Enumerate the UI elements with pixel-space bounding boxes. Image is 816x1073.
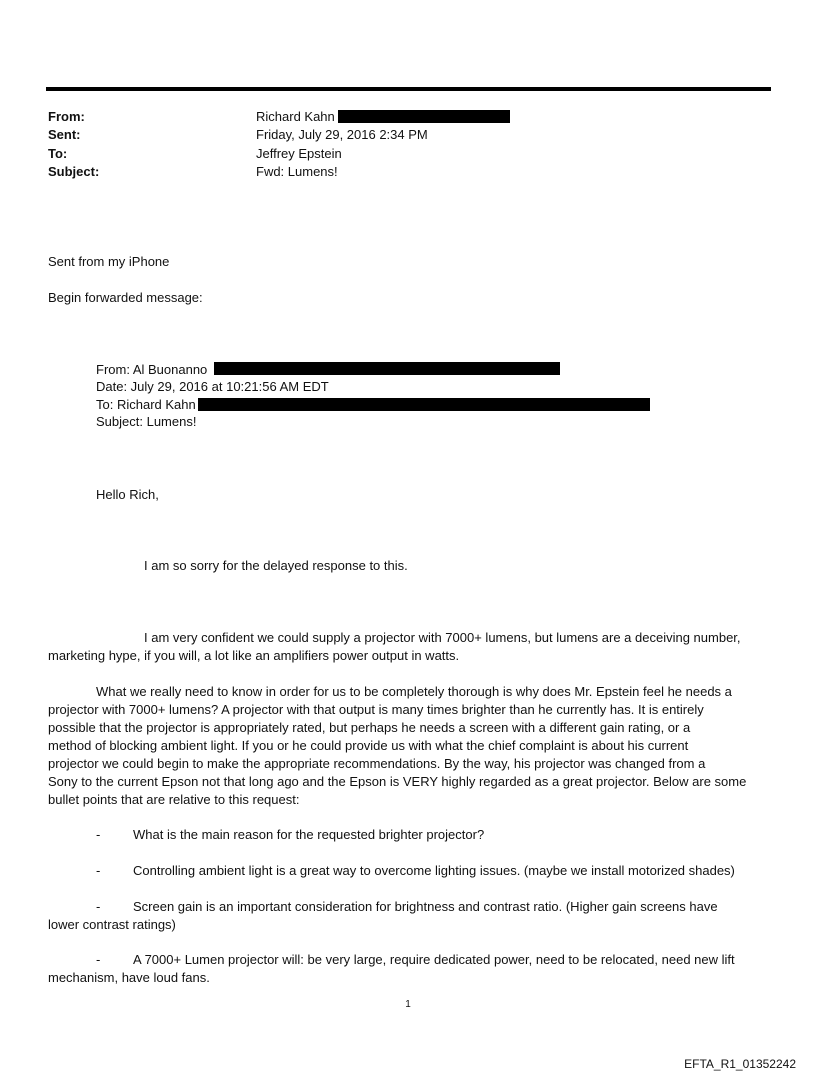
bullet-dash: - [96,827,101,842]
bullet-item: Screen gain is an important consideration for brightness and contrast ratio. (Higher gain screens have [133,899,718,914]
paragraph-line: possible that the projector is appropriately rated, but perhaps he needs a screen with a different gain rating, or a [48,720,691,735]
bullet-item: What is the main reason for the requested brighter projector? [133,827,485,842]
redaction-bar [198,398,650,411]
bullet-item-continuation: lower contrast ratings) [48,917,176,932]
bullet-item-continuation: mechanism, have loud fans. [48,970,210,985]
subject-value: Fwd: Lumens! [256,164,338,179]
bullet-item: A 7000+ Lumen projector will: be very large, require dedicated power, need to be relocated, need new lift [133,952,735,967]
bullet-item: Controlling ambient light is a great way to overcome lighting issues. (maybe we install motorized shades) [133,863,735,878]
forwarded-from: From: Al Buonanno [96,362,208,377]
bullet-dash: - [96,952,101,967]
paragraph-line: bullet points that are relative to this request: [48,792,300,807]
redaction-bar [214,362,560,375]
from-label: From: [48,109,85,124]
forwarded-date: Date: July 29, 2016 at 10:21:56 AM EDT [96,379,329,394]
paragraph-line: marketing hype, if you will, a lot like an amplifiers power output in watts. [48,648,460,663]
paragraph-line: projector with 7000+ lumens? A projector with that output is many times brighter than he currently has. It is entirely [48,702,704,717]
sorry-line: I am so sorry for the delayed response to this. [144,558,408,573]
header-rule [46,87,771,91]
bullet-dash: - [96,899,101,914]
to-label: To: [48,146,68,161]
from-value: Richard Kahn [256,109,335,124]
paragraph-line: What we really need to know in order for us to be completely thorough is why does Mr. Epstein feel he needs a [96,684,732,699]
bullet-dash: - [96,863,101,878]
forwarded-to: To: Richard Kahn [96,397,196,412]
begin-forwarded-line: Begin forwarded message: [48,290,203,305]
sent-label: Sent: [48,127,81,142]
forwarded-subject: Subject: Lumens! [96,414,197,429]
greeting: Hello Rich, [96,487,159,502]
paragraph-line: I am very confident we could supply a projector with 7000+ lumens, but lumens are a deceiving number, [144,630,741,645]
page-number: 1 [405,999,411,1010]
sent-value: Friday, July 29, 2016 2:34 PM [256,127,428,142]
paragraph-line: method of blocking ambient light. If you or he could provide us with what the chief complaint is about his current [48,738,689,753]
document-id: EFTA_R1_01352242 [684,1057,796,1071]
paragraph-line: projector we could begin to make the appropriate recommendations. By the way, his projector was changed from a [48,756,706,771]
redaction-bar [338,110,510,123]
sent-from-line: Sent from my iPhone [48,254,170,269]
to-value: Jeffrey Epstein [256,146,342,161]
paragraph-line: Sony to the current Epson not that long ago and the Epson is VERY highly regarded as a great projector. Below are some [48,774,747,789]
subject-label: Subject: [48,164,100,179]
